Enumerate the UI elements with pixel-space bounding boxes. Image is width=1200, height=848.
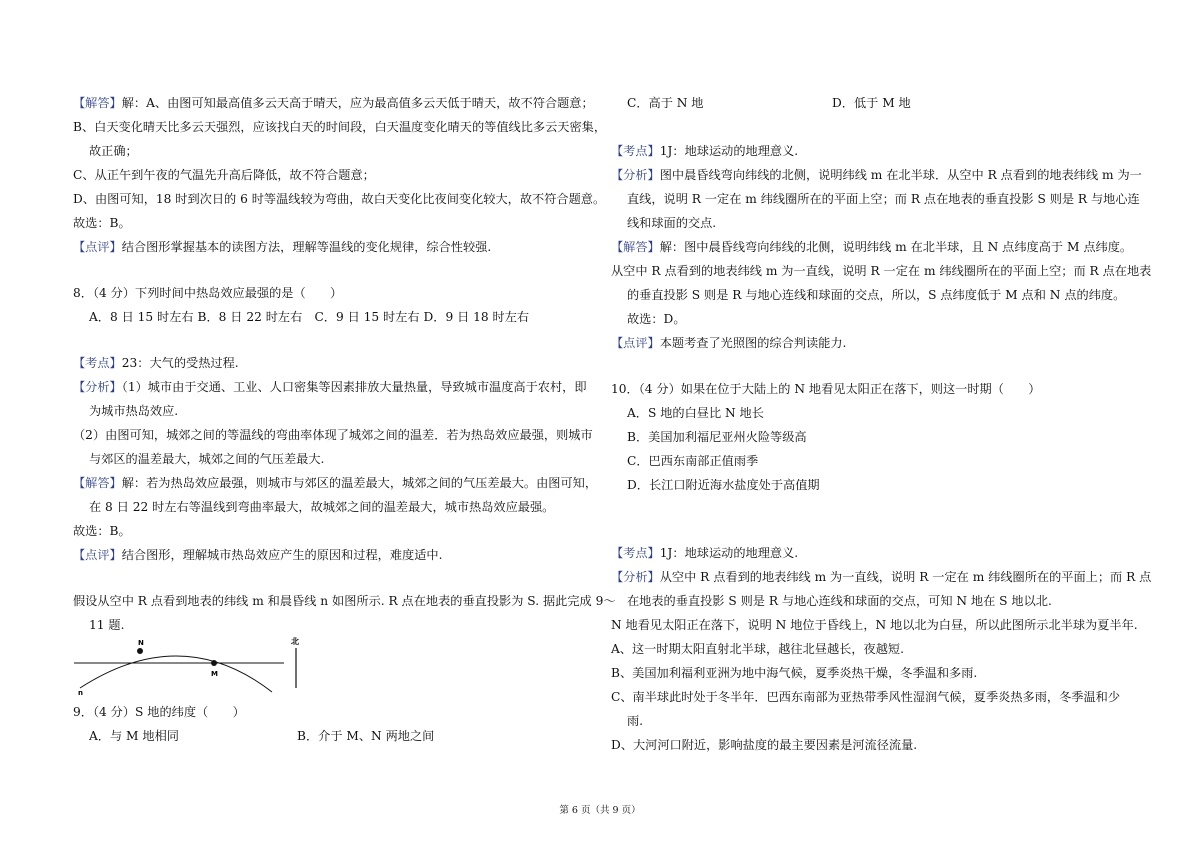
- comment-tag: 【点评】: [73, 548, 122, 562]
- page-footer: 第 6 页（共 9 页）: [559, 805, 641, 816]
- analysis-q10-line7: 雨.: [627, 714, 644, 728]
- answer-q9-line1: 【解答】解：图中晨昏线弯向纬线的北侧，说明纬线 m 在北半球，且 N 点纬度高于 M 点纬度。: [611, 240, 1133, 254]
- answer-q9-line3: 的垂直投影 S 则是 R 与地心连线和球面的交点，所以，S 点纬度低于 M 点和 N 点的纬度。: [627, 288, 1126, 302]
- answer-tag: 【解答】: [73, 476, 122, 490]
- q9-option-d: D．低于 M 地: [832, 96, 911, 110]
- label-n: n: [78, 689, 83, 697]
- point-M: [211, 660, 217, 666]
- answer-q7-line4: C、从正午到午夜的气温先升高后降低，故不符合题意；: [73, 168, 375, 182]
- answer-q7-line1: 【解答】解：A、由图可知最高值多云天高于晴天，应为最高值多云天低于晴天，故不符合题意；: [73, 96, 594, 110]
- question-8: 8．（4 分）下列时间中热岛效应最强的是（ ）: [73, 286, 343, 300]
- topic-q9: 【考点】1J：地球运动的地理意义.: [611, 144, 799, 158]
- topic-tag: 【考点】: [611, 546, 660, 560]
- answer-q7-line3: 故正确；: [89, 144, 138, 158]
- analysis-q10-line3: N 地看见太阳正在落下，说明 N 地位于昏线上，N 地以北为白昼，所以此图所示北半球为夏半年.: [611, 618, 1138, 632]
- analysis-q9-line1: 【分析】图中晨昏线弯向纬线的北侧，说明纬线 m 在北半球．从空中 R 点看到的地表纬线 m 为一: [611, 168, 1142, 182]
- label-N: N: [138, 639, 144, 647]
- answer-q9-line2: 从空中 R 点看到的地表纬线 m 为一直线，说明 R 一定在 m 纬线圈所在的平面上空；而 R 点在地表: [611, 264, 1152, 278]
- question-9: 9．（4 分）S 地的纬度（ ）: [73, 705, 245, 719]
- analysis-q10-line6: C、南半球此时处于冬半年．巴西东南部为亚热带季风性湿润气候，夏季炎热多雨，冬季温和少: [611, 690, 1121, 704]
- analysis-tag: 【分析】: [611, 570, 660, 584]
- question-10: 10．（4 分）如果在位于大陆上的 N 地看见太阳正在落下，则这一时期（ ）: [611, 382, 1041, 396]
- analysis-q10-line5: B、美国加利福利亚洲为地中海气候，夏季炎热干燥，冬季温和多雨.: [611, 666, 978, 680]
- intro-line1: 假设从空中 R 点看到地表的纬线 m 和晨昏线 n 如图所示. R 点在地表的垂直投影为 S. 据此完成 9～: [73, 594, 616, 608]
- analysis-q8-line2: 为城市热岛效应.: [89, 404, 179, 418]
- question-8-options: A．8 日 15 时左右 B．8 日 22 时左右 C．9 日 15 时左右 D．9 日 18 时左右: [89, 310, 530, 324]
- comment-q9: 【点评】本题考查了光照图的综合判读能力.: [611, 336, 847, 350]
- analysis-q8-line3: （2）由图可知，城郊之间的等温线的弯曲率体现了城郊之间的温差．若为热岛效应最强，则城市: [73, 428, 593, 442]
- analysis-q10-line1: 【分析】从空中 R 点看到的地表纬线 m 为一直线，说明 R 一定在 m 纬线圈所在的平面上；而 R 点: [611, 570, 1152, 584]
- analysis-tag: 【分析】: [73, 380, 122, 394]
- analysis-q10-line4: A、这一时期太阳直射北半球，越往北昼越长，夜越短.: [611, 642, 904, 656]
- answer-q7-line5: D、由图可知，18 时到次日的 6 时等温线较为弯曲，故白天变化比夜间变化较大，故不符合题意。: [73, 192, 606, 206]
- analysis-q9-line3: 线和球面的交点.: [627, 216, 717, 230]
- answer-tag: 【解答】: [73, 96, 122, 110]
- topic-q8: 【考点】23：大气的受热过程.: [73, 356, 239, 370]
- analysis-q10-line2: 在地表的垂直投影 S 则是 R 与地心连线和球面的交点，可知 N 地在 S 地以北.: [627, 594, 1052, 608]
- analysis-tag: 【分析】: [611, 168, 660, 182]
- point-N: [137, 648, 143, 654]
- label-M: M: [211, 670, 218, 678]
- q10-option-b: B．美国加利福尼亚州火险等级高: [627, 430, 807, 444]
- latitude-terminator-figure: [72, 632, 312, 698]
- label-north: 北: [291, 637, 299, 646]
- answer-q7-line2: B、白天变化晴天比多云天强烈，应该找白天的时间段，白天温度变化晴天的等值线比多云天密集，: [73, 120, 607, 134]
- analysis-q9-line2: 直线，说明 R 一定在 m 纬线圈所在的平面上空；而 R 点在地表的垂直投影 S 则是 R 与地心连: [627, 192, 1140, 206]
- comment-tag: 【点评】: [73, 240, 122, 254]
- q10-option-c: C．巴西东南部正值雨季: [627, 454, 759, 468]
- topic-tag: 【考点】: [73, 356, 122, 370]
- comment-q7: 【点评】结合图形掌握基本的读图方法，理解等温线的变化规律，综合性较强.: [73, 240, 492, 254]
- topic-q10: 【考点】1J：地球运动的地理意义.: [611, 546, 799, 560]
- terminator-curve-n: [80, 656, 272, 692]
- intro-line2: 11 题.: [89, 618, 125, 632]
- answer-q8-line3: 故选：B。: [73, 524, 131, 538]
- analysis-q10-line8: D、大河河口附近，影响盐度的最主要因素是河流径流量.: [611, 738, 918, 752]
- q10-option-a: A．S 地的白昼比 N 地长: [627, 406, 764, 420]
- answer-q8-line1: 【解答】解：若为热岛效应最强，则城市与郊区的温差最大，城郊之间的气压差最大。由图可知，: [73, 476, 598, 490]
- analysis-q8-line4: 与郊区的温差最大，城郊之间的气压差最大.: [89, 452, 325, 466]
- analysis-q8-line1: 【分析】（1）城市由于交通、工业、人口密集等因素排放大量热量，导致城市温度高于农村，即: [73, 380, 587, 394]
- comment-q8: 【点评】结合图形，理解城市热岛效应产生的原因和过程，难度适中.: [73, 548, 443, 562]
- comment-tag: 【点评】: [611, 336, 660, 350]
- answer-tag: 【解答】: [611, 240, 660, 254]
- q9-option-b: B．介于 M、N 两地之间: [297, 729, 435, 743]
- q10-option-d: D．长江口附近海水盐度处于高值期: [627, 478, 820, 492]
- topic-tag: 【考点】: [611, 144, 660, 158]
- answer-q9-line4: 故选：D。: [627, 312, 686, 326]
- q9-option-a: A．与 M 地相同: [89, 729, 179, 743]
- answer-q7-line6: 故选：B。: [73, 216, 131, 230]
- answer-q8-line2: 在 8 日 22 时左右等温线到弯曲率最大，故城郊之间的温差最大，城市热岛效应最强。: [89, 500, 555, 514]
- q9-option-c: C．高于 N 地: [627, 96, 704, 110]
